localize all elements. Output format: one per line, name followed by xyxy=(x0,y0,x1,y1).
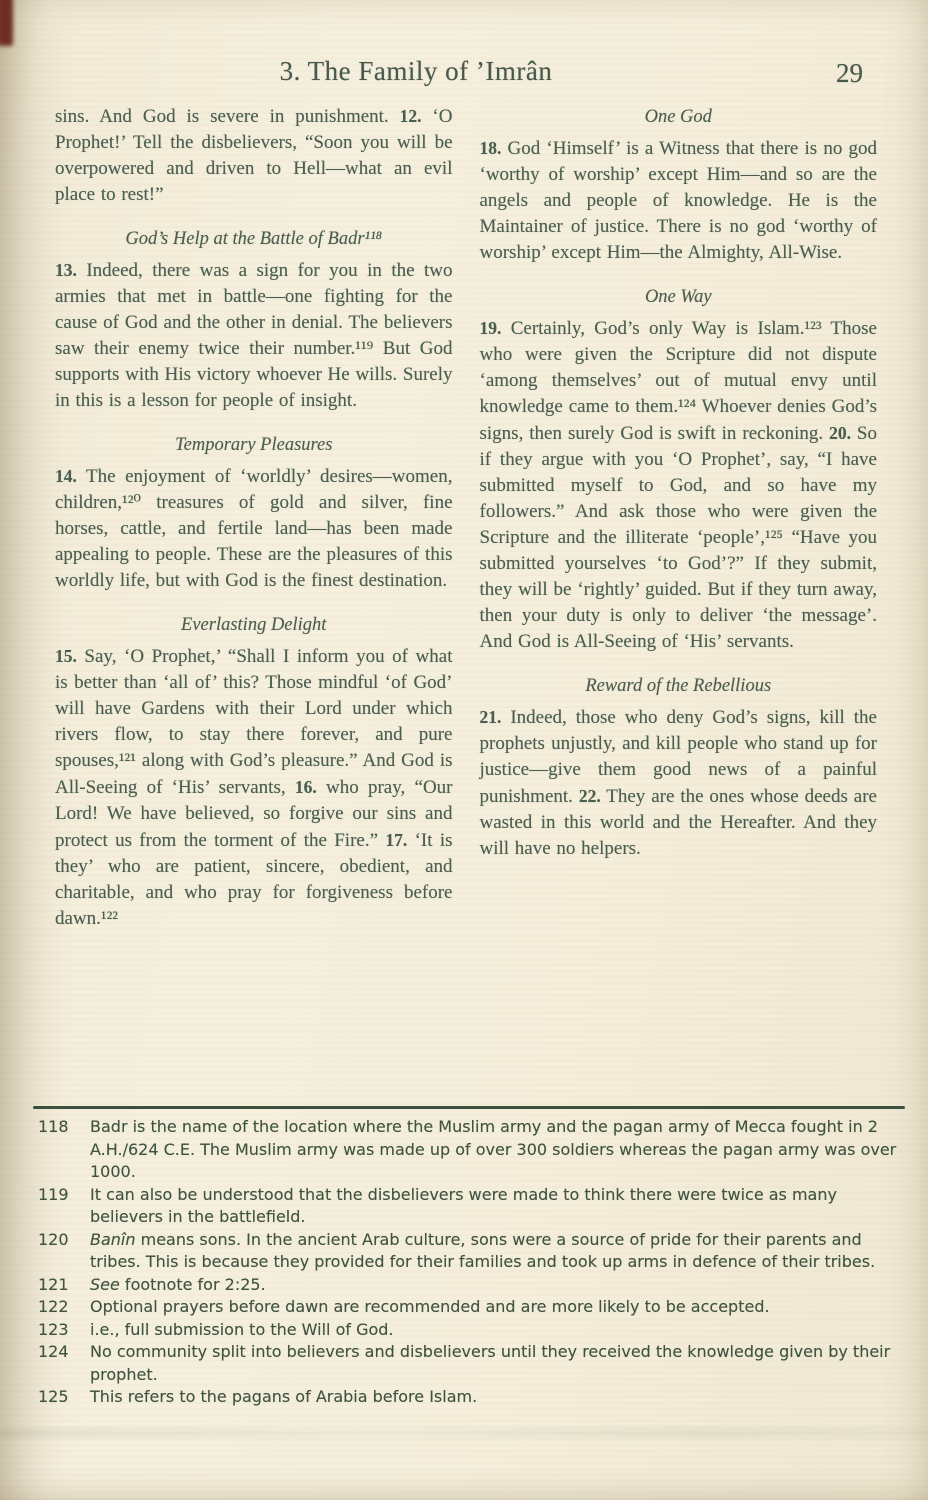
verse-number: 20. xyxy=(829,423,851,443)
footnote-text xyxy=(90,1341,905,1386)
section-heading: Everlasting Delight xyxy=(181,615,327,635)
italic-term: Banîn xyxy=(90,1229,136,1249)
text-run: So if they argue with you ‘O Prophet’, say, “I have submitted myself to God, and so have my followers.” And ask those who were given the Scripture and the illiterate ‘people’,¹²⁵ “Have you submitted yourselves ‘to God’?” If they submit, they will be ‘rightly’ guided. But if they turn away, then your duty is only to deliver ‘the message’. And God is All-Seeing of ‘His’ servants. xyxy=(479,423,878,652)
text-run: Indeed, those who deny God’s signs, kill the prophets unjustly, and kill people who stand up for justice—give them good news of a painful punishment. xyxy=(479,707,877,807)
text-run: They are the ones whose deeds are wasted in this world and the Hereafter. And they will have no helpers. xyxy=(479,786,877,859)
verse-paragraph xyxy=(480,135,878,266)
verse-number: 19. xyxy=(479,318,502,338)
text-run: who pray, “Our Lord! We have believed, so forgive our sins and protect us from the torment of the Fire.” xyxy=(55,777,453,851)
footnote-text xyxy=(90,1229,905,1274)
section-heading: One Way xyxy=(644,287,712,307)
text-run: This refers to the pagans of Arabia before Islam. xyxy=(90,1387,478,1406)
footnote-item xyxy=(33,1319,905,1342)
italic-term: See xyxy=(90,1274,120,1294)
verse-number: 16. xyxy=(294,777,317,797)
footnote-item xyxy=(33,1116,905,1184)
verse-paragraph xyxy=(480,704,878,862)
footnote-number: 125 xyxy=(38,1387,69,1406)
text-columns xyxy=(55,103,877,932)
verse-paragraph xyxy=(55,257,453,414)
verse-number: 21. xyxy=(479,707,502,727)
text-run: footnote for 2:25. xyxy=(119,1274,266,1294)
footnote-section xyxy=(33,1106,905,1409)
verse-paragraph xyxy=(480,315,878,655)
text-run: i.e., full submission to the Will of God. xyxy=(90,1319,394,1339)
scan-artifact xyxy=(0,1428,928,1438)
page-title: 3. The Family of ’Imrân xyxy=(279,56,553,86)
text-run: Say, ‘O Prophet,’ “Shall I inform you of what is better than ‘all of’ this? Those mindful ‘of God’ will have Gardens with their Lord under which rivers flow, to stay there forever, and pure spouses,¹²¹ along with God’s pleasure.” And God is All-Seeing of ‘His’ servants, xyxy=(55,646,453,798)
section-heading: Temporary Pleasures xyxy=(175,435,333,455)
footnote-item xyxy=(33,1274,905,1297)
verse-number: 17. xyxy=(385,830,408,850)
text-run: Badr is the name of the location where the Muslim army and the pagan army of Mecca fought in 2 A.H./624 C.E. The Muslim army was made up of over 300 soldiers whereas the pagan army was over 1000. xyxy=(90,1117,897,1181)
footnote-text xyxy=(90,1184,905,1229)
column-right xyxy=(480,103,878,932)
footnote-number: 119 xyxy=(38,1184,69,1204)
text-run: Certainly, God’s only Way is Islam.¹²³ Those who were given the Scripture did not dispute ‘among themselves’ out of mutual envy until knowledge came to them.¹²⁴ Whoever denies God’s signs, then surely God is swift in reckoning. xyxy=(479,318,877,444)
text-run: God ‘Himself’ is a Witness that there is no god ‘worthy of worship’ except Him—and so are the angels and people of knowledge. He is the Maintainer of justice. There is no god ‘worthy of worship’ except Him—the Almighty, All-Wise. xyxy=(479,138,877,263)
verse-number: 12. xyxy=(399,106,422,126)
footnote-text xyxy=(90,1319,905,1342)
footnote-item xyxy=(33,1184,905,1229)
page-number: 29 xyxy=(836,58,863,88)
footnote-item xyxy=(33,1229,905,1274)
verse-number: 15. xyxy=(55,646,77,666)
text-run: Indeed, there was a sign for you in the two armies that met in battle—one fighting for the cause of God and the other in denial. The believers saw their enemy twice their number.¹¹⁹ But God supports with His victory whoever He wills. Surely in this is a lesson for people of insight. xyxy=(55,260,453,411)
verse-paragraph xyxy=(55,643,453,932)
footnote-number: 123 xyxy=(38,1319,69,1339)
verse-paragraph xyxy=(55,103,453,208)
text-run: ‘It is they’ who are patient, sincere, obedient, and charitable, and who pray for forgiveness before dawn.¹²² xyxy=(55,830,453,929)
verse-paragraph xyxy=(55,463,453,594)
footnote-text xyxy=(90,1274,905,1297)
verse-number: 18. xyxy=(479,138,502,158)
footnote-text xyxy=(90,1116,905,1184)
footnote-number: 121 xyxy=(38,1274,69,1294)
text-run: It can also be understood that the disbelievers were made to think there were twice as many believers in the battlefield. xyxy=(90,1184,837,1226)
footnote-number: 120 xyxy=(38,1229,69,1249)
page-corner-binding-mark xyxy=(0,0,13,46)
footnote-number: 118 xyxy=(38,1117,69,1136)
verse-number: 14. xyxy=(55,466,77,486)
section-heading: God’s Help at the Battle of Badr¹¹⁸ xyxy=(125,229,383,249)
verse-number: 13. xyxy=(55,260,77,280)
footnote-number: 122 xyxy=(38,1297,69,1316)
footnote-item xyxy=(33,1386,905,1409)
text-run: means sons. In the ancient Arab culture, sons were a source of pride for their parents and tribes. This is because they provided for their families and took up arms in defence of their tribes. xyxy=(90,1229,876,1271)
footnote-list xyxy=(33,1116,905,1409)
section-heading: Reward of the Rebellious xyxy=(585,676,772,696)
text-run: sins. And God is severe in punishment. xyxy=(55,106,400,127)
footnote-item xyxy=(33,1341,905,1386)
footnote-item xyxy=(33,1296,905,1319)
text-run: The enjoyment of ‘worldly’ desires—women, children,¹²⁰ treasures of gold and silver, fine horses, cattle, and fertile land—has been made appealing to people. These are the pleasures of this worldly life, but with God is the finest destination. xyxy=(55,466,453,591)
text-run: No community split into believers and disbelievers until they received the knowledge given by their prophet. xyxy=(90,1342,891,1384)
footnote-number: 124 xyxy=(38,1342,69,1361)
footnote-separator-rule xyxy=(33,1106,905,1109)
section-heading: One God xyxy=(644,107,712,127)
text-run: ‘O Prophet!’ Tell the disbelievers, “Soon you will be overpowered and driven to Hell—what an evil place to rest!” xyxy=(55,106,453,205)
text-run: Optional prayers before dawn are recommended and are more likely to be accepted. xyxy=(90,1297,770,1316)
column-left xyxy=(55,103,453,932)
verse-number: 22. xyxy=(578,786,601,806)
page-header xyxy=(55,56,877,92)
footnote-text xyxy=(90,1386,905,1409)
footnote-text xyxy=(90,1296,905,1319)
